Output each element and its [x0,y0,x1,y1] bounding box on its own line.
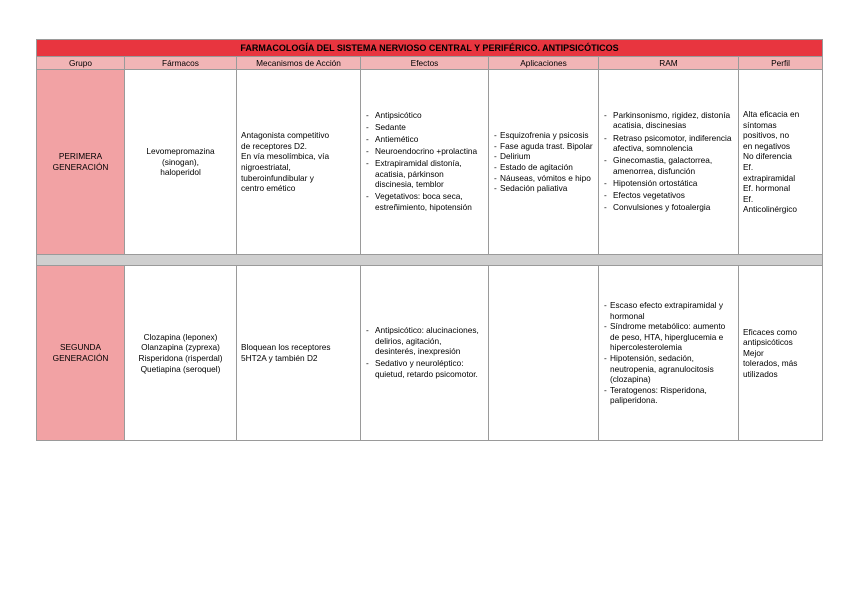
list-item: - Efectos vegetativos [603,190,734,201]
group-cell [37,266,125,441]
list-item: - Hipotensión, sedación, neutropenia, agranulocitosis (clozapina) [603,353,734,385]
profile-line: No diferencia [743,151,792,162]
drug-line: Risperidona (risperdal) [138,353,223,363]
mechanism-line: nigroestriatal, [241,162,291,172]
ram-list [603,110,734,213]
list-item: - Síndrome metabólico: aumento de peso, HTA, hiperglucemia e hipercolesterolemia [603,321,734,353]
group-label: GENERACIÓN [52,353,109,363]
list-item: - Esquizofrenia y psicosis [493,130,594,141]
list-item: - Retraso psicomotor, indiferencia afectiva, somnolencia [603,133,734,154]
list-item: - Sedativo y neuroléptico: quietud, retardo psicomotor. [365,358,484,379]
list-item: - Convulsiones y fotoalergia [603,202,734,213]
drugs-cell [125,70,237,255]
profile-line: Ef. [743,193,754,204]
antipsychotics-table [36,39,823,441]
separator-row [37,255,823,266]
group-label: PERIMERA [58,151,103,162]
profile-line: Mejor [743,347,764,358]
profile-line: utilizados [743,368,778,379]
mechanism-line: Bloquean los receptores [241,342,331,353]
list-item: - Náuseas, vómitos e hipo [493,173,594,184]
list-item: - Teratogenos: Risperidona, paliperidona. [603,385,734,406]
drug-line: Clozapina (leponex) [143,331,218,342]
effects-list [365,110,484,213]
list-item: - Sedante [365,122,484,133]
list-item: - Sedación paliativa [493,183,594,194]
drugs-cell [125,266,237,441]
mechanism-line: tuberoinfundibular y [241,172,314,183]
group-cell [37,70,125,255]
header-aplicaciones: Aplicaciones [489,57,599,70]
profile-cell [739,70,823,255]
header-mecanismos: Mecanismos de Acción [237,57,361,70]
profile-cell [739,266,823,441]
mechanism-line: Antagonista competitivo [241,130,330,141]
profile-line: Ef. [743,162,754,172]
profile-line: Anticolinérgico [743,204,797,215]
effects-cell [361,70,489,255]
table-row [37,266,823,441]
applications-cell [489,266,599,441]
effects-list [365,325,484,379]
profile-line: extrapiramidal [743,172,796,183]
header-row [37,57,823,70]
drug-line: Quetiapina (seroquel) [140,363,221,374]
group-label: SEGUNDA [59,342,102,353]
applications-list [493,130,594,194]
ram-cell [599,70,739,255]
list-item: - Antiemético [365,134,484,145]
header-farmacos: Fármacos [125,57,237,70]
list-item: - Ginecomastia, galactorrea, amenorrea, disfunción [603,155,734,176]
applications-cell [489,70,599,255]
mechanism-line: centro emético [241,183,296,194]
drug-line: Olanzapina (zyprexa) [141,342,220,353]
mechanism-line: de receptores D2. [241,140,307,151]
list-item: - Parkinsonismo, rigidez, distonía acatisia, discinesias [603,110,734,131]
list-item: - Escaso efecto extrapiramidal y hormonal [603,300,734,321]
ram-list [603,300,734,406]
profile-line: en negativos [743,140,791,151]
table-title: FARMACOLOGÍA DEL SISTEMA NERVIOSO CENTRAL Y PERIFÉRICO. ANTIPSICÓTICOS [37,40,823,57]
list-item: - Neuroendocrino +prolactina [365,146,484,157]
profile-line: síntomas [743,119,777,130]
profile-line: Alta eficacia en [743,109,800,120]
profile-line: Eficaces como [743,326,797,337]
profile-line: Ef. hormonal [743,183,791,194]
list-item: - Estado de agitación [493,162,594,173]
list-item: - Delirium [493,151,594,162]
list-item: - Antipsicótico [365,110,484,121]
list-item: - Hipotensión ortostática [603,178,734,189]
profile-line: antipsicóticos [743,337,793,348]
drug-line: Levomepromazina [146,146,215,157]
mechanism-line: En vía mesolímbica, vía [241,151,330,162]
group-label: GENERACIÓN [52,162,109,172]
header-ram: RAM [599,57,739,70]
separator-cell [37,255,823,266]
mechanism-cell [237,70,361,255]
profile-line: tolerados, más [743,358,798,369]
ram-cell [599,266,739,441]
list-item: - Fase aguda trast. Bipolar [493,141,594,152]
header-grupo: Grupo [37,57,125,70]
list-item: - Vegetativos: boca seca, estreñimiento, hipotensión [365,191,484,212]
mechanism-line: 5HT2A y también D2 [241,353,318,363]
header-perfil: Perfil [739,57,823,70]
effects-cell [361,266,489,441]
table-row [37,70,823,255]
list-item: - Antipsicótico: alucinaciones, delirios, agitación, desinterés, inexpresión [365,325,484,357]
drug-line: (sinogan), [162,156,199,167]
mechanism-cell [237,266,361,441]
list-item: - Extrapiramidal distonía, acatisia, párkinson discinesia, temblor [365,158,484,190]
drug-line: haloperidol [160,167,201,178]
header-efectos: Efectos [361,57,489,70]
profile-line: positivos, no [743,130,790,141]
